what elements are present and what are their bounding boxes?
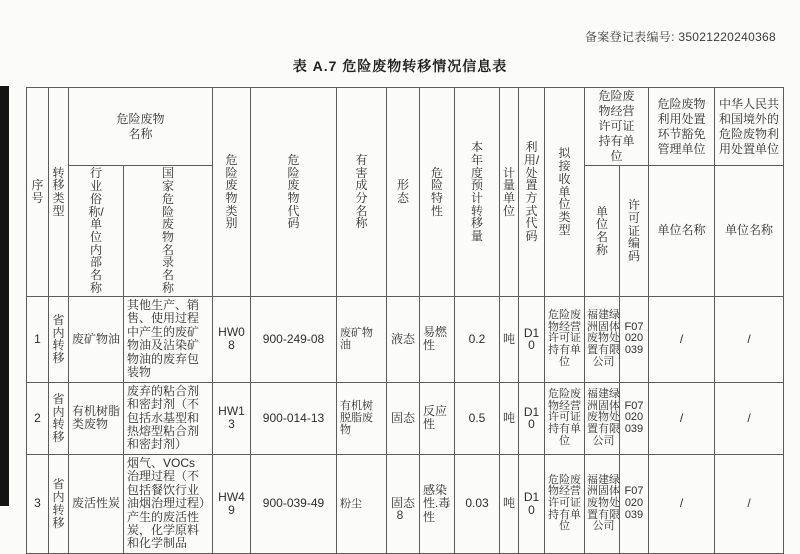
cell-receiver-type: 危险废物经营许可证持有单位 (545, 454, 585, 553)
cell-holder-name: 福建绿洲固体废物处置有限公司 (585, 297, 620, 383)
registration-label: 备案登记表编号: (584, 30, 675, 44)
cell-overseas-name: / (715, 382, 784, 454)
col-header-annual-amount: 本年度预计转移量 (455, 88, 500, 297)
cell-seq: 1 (27, 297, 49, 383)
cell-category: HW08 (213, 297, 251, 383)
col-group-overseas-unit: 中华人民共和国境外的危险废物利用处置单位 (715, 88, 784, 166)
table-row (27, 382, 784, 454)
registration-number-line (585, 28, 776, 45)
cell-holder-name: 福建绿洲固体废物处置有限公司 (585, 382, 620, 454)
cell-disposal: D10 (519, 297, 545, 383)
col-header-harmful-component: 有害成分名称 (337, 88, 387, 297)
cell-license-code: F07020039 (620, 382, 649, 454)
cell-form: 液态 (387, 297, 420, 383)
cell-harmful: 粉尘 (337, 454, 387, 553)
cell-industry-name: 废矿物油 (69, 297, 124, 383)
cell-code: 900-039-49 (251, 454, 337, 553)
cell-overseas-name: / (715, 297, 784, 383)
col-header-receiver-type: 拟接收单位类型 (545, 88, 585, 297)
cell-catalog-name: 烟气、VOCs 治理过程（不包括餐饮行业油烟治理过程）产生的废活性炭，化学原料和化学制品 (124, 454, 213, 553)
col-header-disposal-code: 利用/处置方式代码 (519, 88, 545, 297)
cell-transfer-type: 省内转移 (49, 382, 69, 454)
cell-form: 固态 (387, 382, 420, 454)
cell-unit: 吨 (500, 454, 519, 553)
scan-artifact-bar (0, 86, 9, 506)
col-group-license-holder: 危险废物经营许可证持有单位 (585, 88, 649, 166)
cell-catalog-name: 其他生产、销售、使用过程中产生的废矿物油及沾染矿物油的废弃包装物 (124, 297, 213, 383)
cell-seq: 3 (27, 454, 49, 553)
cell-transfer-type: 省内转移 (49, 297, 69, 383)
col-header-code: 危险废物代码 (251, 88, 337, 297)
page-number: 8 (396, 508, 404, 522)
col-header-category: 危险废物类别 (213, 88, 251, 297)
cell-license-code: F07020039 (620, 297, 649, 383)
cell-amount: 0.03 (455, 454, 500, 553)
cell-catalog-name: 废弃的粘合剂和密封剂（不包括水基型和热熔型粘合剂和密封剂） (124, 382, 213, 454)
col-header-exempt-name: 单位名称 (649, 166, 715, 297)
col-header-form: 形态 (387, 88, 420, 297)
cell-disposal: D10 (519, 454, 545, 553)
header-row-groups (27, 88, 784, 166)
table-title: 表 A.7 危险废物转移情况信息表 (292, 58, 508, 74)
cell-license-code: F07020039 (620, 454, 649, 553)
registration-number: 35021220240368 (678, 30, 776, 44)
cell-hazard: 反应性 (420, 382, 455, 454)
col-group-waste-name: 危险废物名称 (69, 88, 213, 166)
col-header-overseas-name: 单位名称 (715, 166, 784, 297)
cell-unit: 吨 (500, 382, 519, 454)
cell-exempt-name: / (649, 454, 715, 553)
col-header-unit: 计量单位 (500, 88, 519, 297)
cell-receiver-type: 危险废物经营许可证持有单位 (545, 297, 585, 383)
cell-receiver-type: 危险废物经营许可证持有单位 (545, 382, 585, 454)
hazardous-waste-transfer-table (26, 87, 784, 554)
col-header-catalog-name: 国家危险废物名录名称 (124, 166, 213, 297)
cell-category: HW49 (213, 454, 251, 553)
cell-harmful: 有机树脱脂废物 (337, 382, 387, 454)
cell-industry-name: 废活性炭 (69, 454, 124, 553)
cell-hazard: 易燃性 (420, 297, 455, 383)
cell-amount: 0.5 (455, 382, 500, 454)
table-row (27, 454, 784, 553)
cell-seq: 2 (27, 382, 49, 454)
col-header-hazard-property: 危险特性 (420, 88, 455, 297)
cell-holder-name: 福建绿洲固体废物处置有限公司 (585, 454, 620, 553)
cell-category: HW13 (213, 382, 251, 454)
cell-hazard: 感染性.毒性 (420, 454, 455, 553)
col-header-license-code: 许可证编码 (620, 166, 649, 297)
cell-exempt-name: / (649, 297, 715, 383)
col-header-seq: 序号 (27, 88, 49, 297)
cell-form: 固态 (387, 454, 420, 553)
cell-overseas-name: / (715, 454, 784, 553)
cell-harmful: 废矿物油 (337, 297, 387, 383)
col-group-exempt-unit: 危险废物利用处置环节豁免管理单位 (649, 88, 715, 166)
cell-amount: 0.2 (455, 297, 500, 383)
cell-transfer-type: 省内转移 (49, 454, 69, 553)
cell-unit: 吨 (500, 297, 519, 383)
cell-code: 900-249-08 (251, 297, 337, 383)
table-row (27, 297, 784, 383)
cell-exempt-name: / (649, 382, 715, 454)
cell-disposal: D10 (519, 382, 545, 454)
col-header-holder-name: 单位名称 (585, 166, 620, 297)
cell-industry-name: 有机树脂类废物 (69, 382, 124, 454)
col-header-transfer-type: 转移类型 (49, 88, 69, 297)
cell-code: 900-014-13 (251, 382, 337, 454)
col-header-industry-name: 行业俗称/单位内部名称 (69, 166, 124, 297)
